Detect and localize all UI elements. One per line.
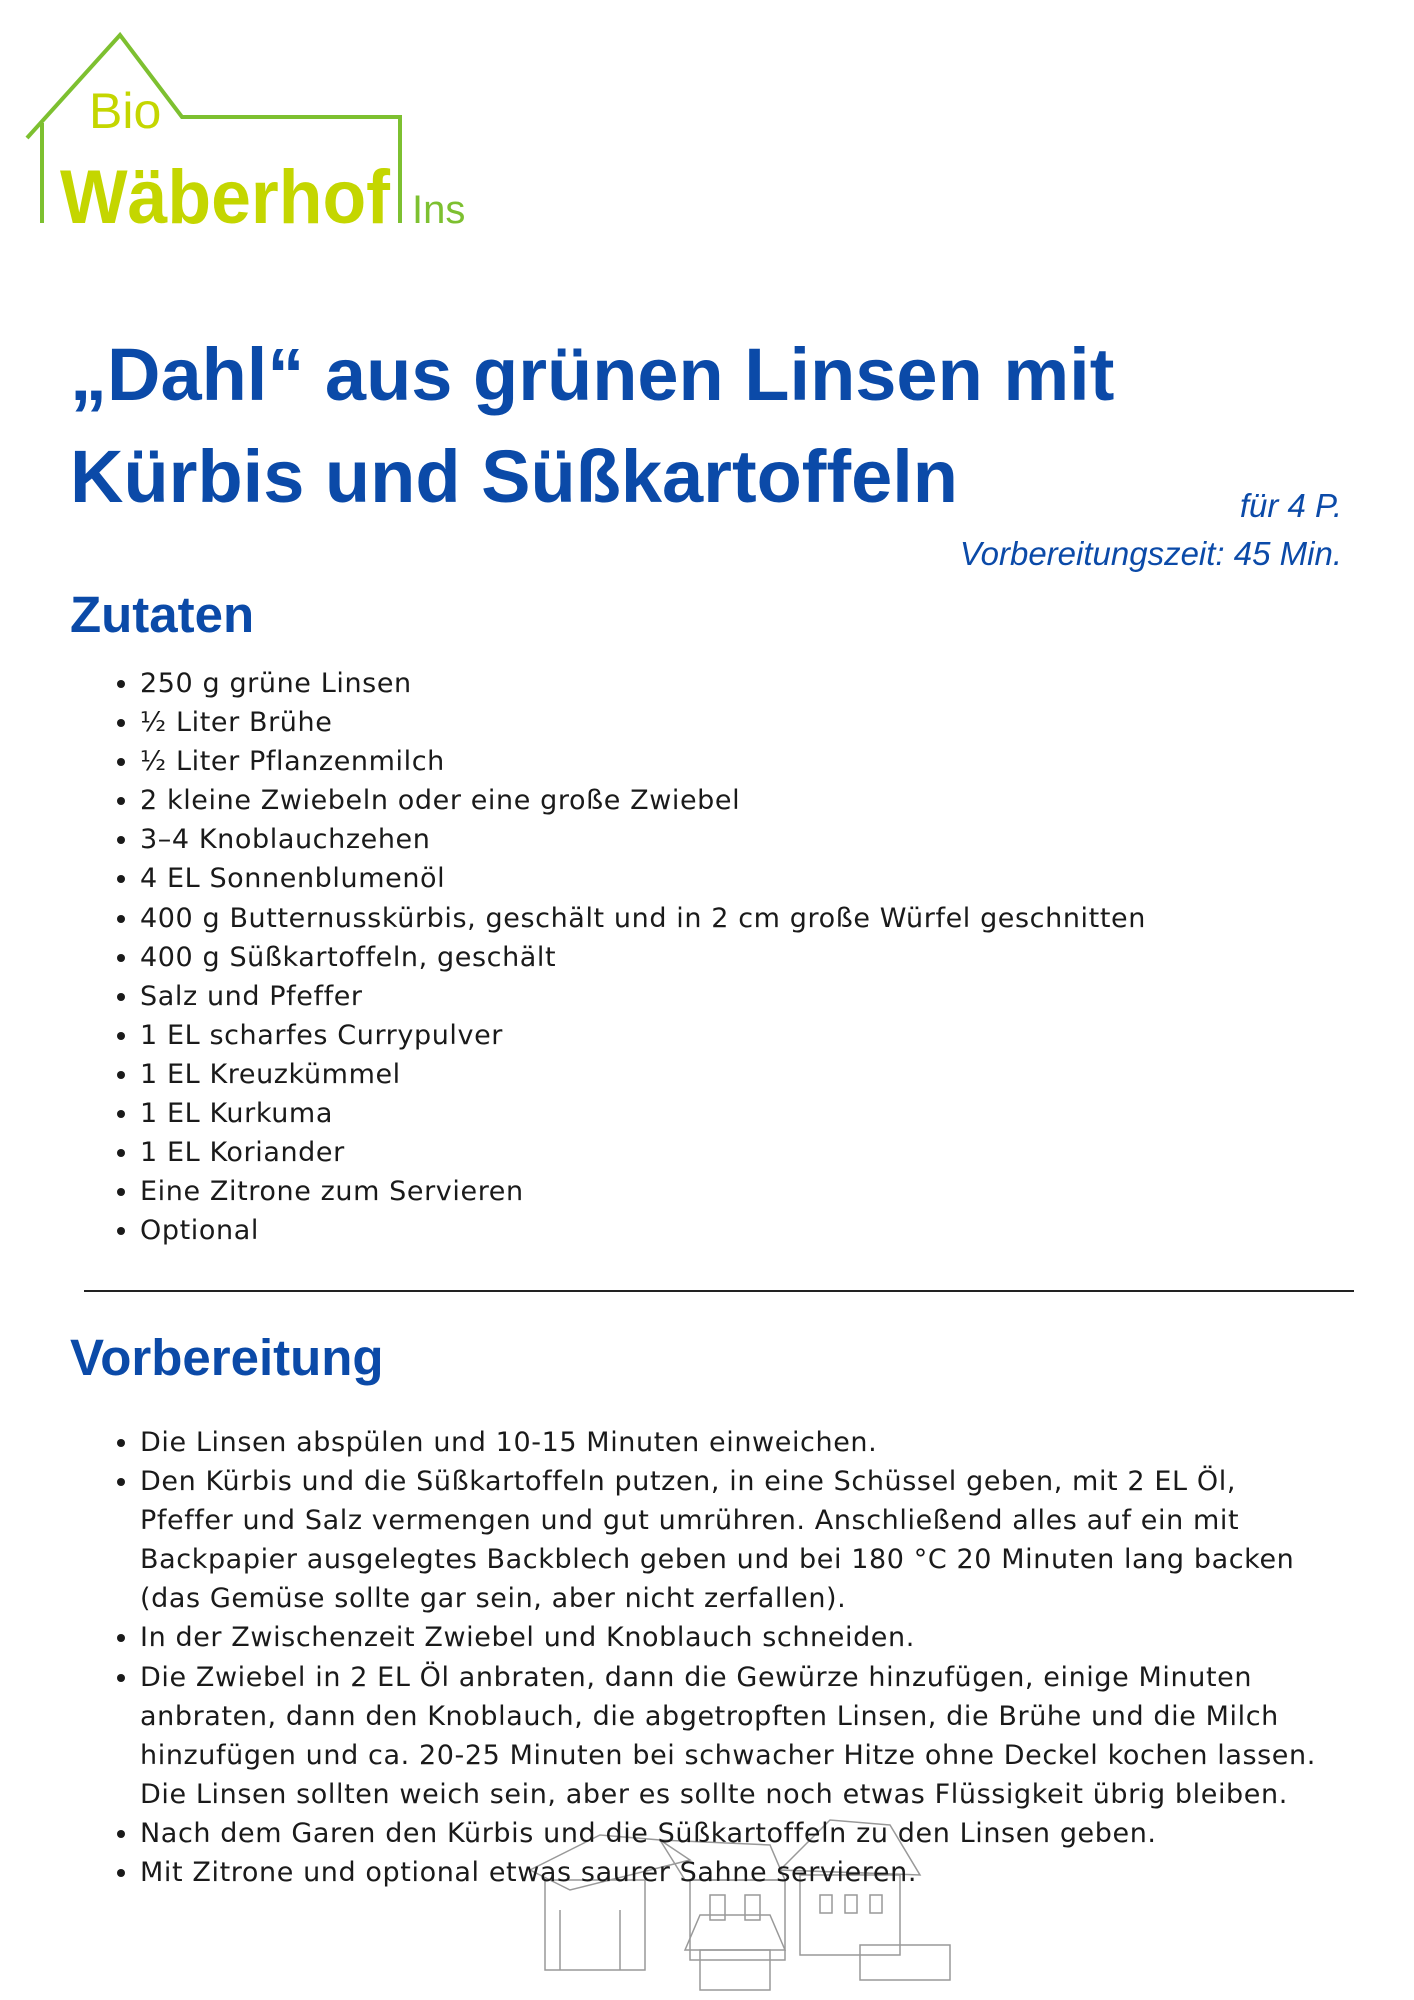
servings: für 4 P.: [1239, 487, 1342, 524]
list-item: • Salz und Pfeffer: [140, 977, 1340, 1016]
list-item: • Mit Zitrone und optional etwas saurer Sahne servieren.: [140, 1853, 1320, 1892]
list-item: • 400 g Butternusskürbis, geschält und in 2 cm große Würfel geschnitten: [140, 899, 1340, 938]
list-item: • ½ Liter Brühe: [140, 703, 1340, 742]
list-item: • In der Zwischenzeit Zwiebel und Knoblauch schneiden.: [140, 1618, 1320, 1657]
list-item: • 1 EL Kreuzkümmel: [140, 1055, 1340, 1094]
ingredients-heading: Zutaten: [70, 586, 255, 643]
recipe-title-line-2: Kürbis und Süßkartoffeln: [70, 435, 958, 518]
list-item: • Nach dem Garen den Kürbis und die Süßkartoffeln zu den Linsen geben.: [140, 1814, 1320, 1853]
logo-place-text: Ins: [412, 188, 466, 232]
list-item: • 1 EL scharfes Currypulver: [140, 1016, 1340, 1055]
list-item: • 250 g grüne Linsen: [140, 664, 1340, 703]
list-item: • Optional: [140, 1211, 1340, 1250]
list-item: • 1 EL Koriander: [140, 1133, 1340, 1172]
list-item: • 400 g Süßkartoffeln, geschält: [140, 938, 1340, 977]
list-item: • Die Linsen abspülen und 10-15 Minuten einweichen.: [140, 1423, 1320, 1462]
logo-name-text: Wäberhof: [60, 155, 391, 240]
list-item: • 2 kleine Zwiebeln oder eine große Zwiebel: [140, 781, 1340, 820]
list-item: • 4 EL Sonnenblumenöl: [140, 859, 1340, 898]
list-item: • 3–4 Knoblauchzehen: [140, 820, 1340, 859]
prep-time: Vorbereitungszeit: 45 Min.: [959, 535, 1342, 572]
list-item: • Den Kürbis und die Süßkartoffeln putzen, in eine Schüssel geben, mit 2 EL Öl, Pfeffer und Salz vermengen und gut umrühren. Anschließend alles auf ein mit Backpapier ausgelegtes Backblech geben und bei 180 °C 20 Minuten lang backen (das Gemüse sollte gar sein, aber nicht zerfallen).: [140, 1462, 1320, 1618]
list-item: • ½ Liter Pflanzenmilch: [140, 742, 1340, 781]
ingredients-list: [100, 664, 1340, 1250]
bio-waeberhof-logo: [0, 0, 700, 260]
preparation-heading: Vorbereitung: [70, 1329, 384, 1386]
list-item: • Eine Zitrone zum Servieren: [140, 1172, 1340, 1211]
recipe-title-line-1: „Dahl“ aus grünen Linsen mit: [70, 333, 1115, 416]
preparation-steps: [100, 1423, 1320, 1892]
divider: [84, 1290, 1354, 1292]
logo-bio-text: Bio: [89, 83, 162, 139]
list-item: • Die Zwiebel in 2 EL Öl anbraten, dann die Gewürze hinzufügen, einige Minuten anbraten, dann den Knoblauch, die abgetropften Linsen, die Brühe und die Milch hinzufügen und ca. 20-25 Minuten bei schwacher Hitze ohne Deckel kochen lassen. Die Linsen sollten weich sein, aber es sollte noch etwas Flüssigkeit übrig bleiben.: [140, 1658, 1320, 1814]
list-item: • 1 EL Kurkuma: [140, 1094, 1340, 1133]
